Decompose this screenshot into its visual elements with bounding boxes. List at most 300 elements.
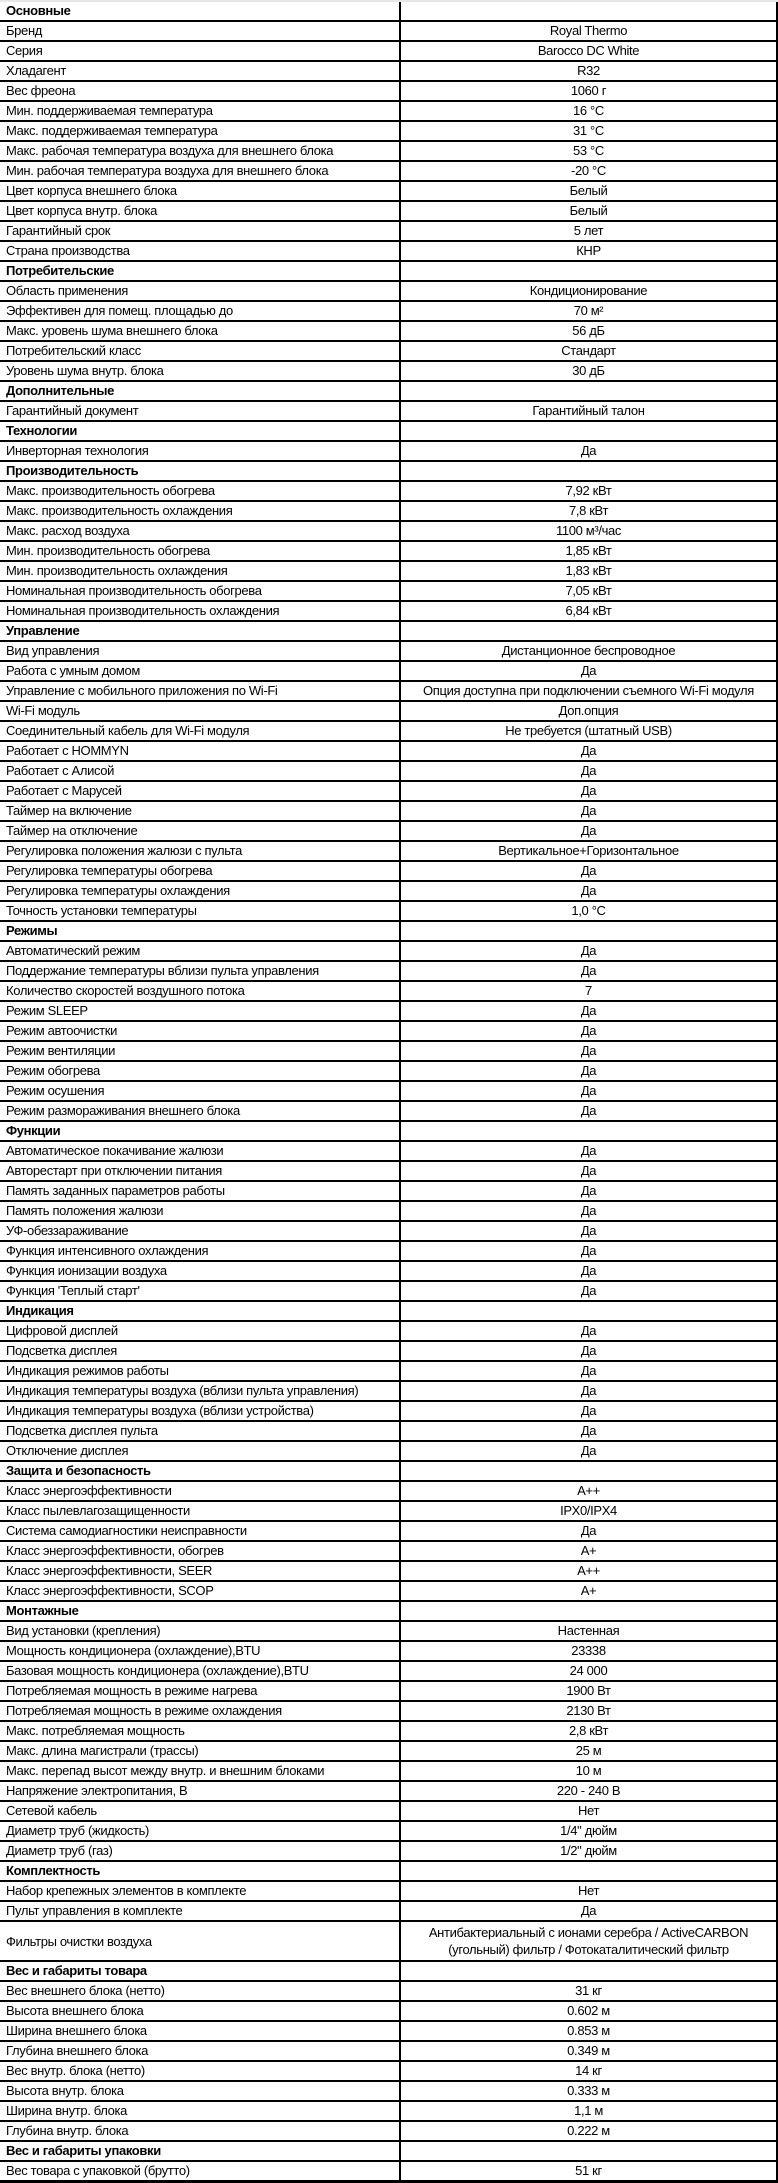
- spec-value: 0.222 м: [401, 2122, 778, 2142]
- spec-value: Гарантийный талон: [401, 402, 778, 422]
- spec-value: Да: [401, 882, 778, 902]
- spec-value: 70 м²: [401, 302, 778, 322]
- spec-label: Класс энергоэффективности, SCOP: [0, 1582, 401, 1602]
- section-title-spacer: [401, 422, 778, 442]
- spec-row: [0, 1202, 778, 1222]
- spec-row: [0, 642, 778, 662]
- spec-row: [0, 702, 778, 722]
- section-header-row: [0, 1602, 778, 1622]
- spec-row: [0, 62, 778, 82]
- spec-label: Режим вентиляции: [0, 1042, 401, 1062]
- spec-label: Высота внешнего блока: [0, 2002, 401, 2022]
- spec-row: [0, 2062, 778, 2082]
- spec-row: [0, 42, 778, 62]
- spec-table-body: [0, 2, 778, 2182]
- spec-label: Работа с умным домом: [0, 662, 401, 682]
- spec-label: Номинальная производительность охлаждения: [0, 602, 401, 622]
- spec-row: [0, 862, 778, 882]
- spec-value: 0.333 м: [401, 2082, 778, 2102]
- spec-label: Режим обогрева: [0, 1062, 401, 1082]
- spec-label: Таймер на отключение: [0, 822, 401, 842]
- section-title: Производительность: [0, 462, 401, 482]
- spec-row: [0, 722, 778, 742]
- spec-label: Мин. производительность обогрева: [0, 542, 401, 562]
- spec-row: [0, 1382, 778, 1402]
- spec-label: Серия: [0, 42, 401, 62]
- spec-row: [0, 1702, 778, 1722]
- spec-row: [0, 602, 778, 622]
- spec-label: Макс. поддерживаемая температура: [0, 122, 401, 142]
- spec-row: [0, 1622, 778, 1642]
- spec-value: IPX0/IPX4: [401, 1502, 778, 1522]
- spec-label: Макс. производительность обогрева: [0, 482, 401, 502]
- spec-label: Подсветка дисплея пульта: [0, 1422, 401, 1442]
- spec-label: Бренд: [0, 22, 401, 42]
- spec-row: [0, 542, 778, 562]
- spec-value: 7,05 кВт: [401, 582, 778, 602]
- section-header-row: [0, 1862, 778, 1882]
- spec-value: R32: [401, 62, 778, 82]
- spec-row: [0, 482, 778, 502]
- spec-value: 7,8 кВт: [401, 502, 778, 522]
- section-header-row: [0, 922, 778, 942]
- spec-label: Работает с Алисой: [0, 762, 401, 782]
- spec-label: Количество скоростей воздушного потока: [0, 982, 401, 1002]
- spec-label: Функция 'Теплый старт': [0, 1282, 401, 1302]
- spec-label: Регулировка температуры охлаждения: [0, 882, 401, 902]
- spec-value: 2130 Вт: [401, 1702, 778, 1722]
- spec-label: Ширина внутр. блока: [0, 2102, 401, 2122]
- spec-label: Функция интенсивного охлаждения: [0, 1242, 401, 1262]
- spec-label: Пульт управления в комплекте: [0, 1902, 401, 1922]
- spec-value: 16 °C: [401, 102, 778, 122]
- spec-value: 1,83 кВт: [401, 562, 778, 582]
- spec-row: [0, 1502, 778, 1522]
- spec-row: [0, 2002, 778, 2022]
- spec-row: [0, 2162, 778, 2182]
- spec-label: Мин. поддерживаемая температура: [0, 102, 401, 122]
- spec-value: 1,1 м: [401, 2102, 778, 2122]
- section-header-row: [0, 622, 778, 642]
- spec-row: [0, 962, 778, 982]
- spec-label: Базовая мощность кондиционера (охлаждение),BTU: [0, 1662, 401, 1682]
- spec-value: -20 °C: [401, 162, 778, 182]
- spec-value: Да: [401, 1002, 778, 1022]
- spec-value: Да: [401, 782, 778, 802]
- section-title: Комплектность: [0, 1862, 401, 1882]
- spec-row: [0, 1142, 778, 1162]
- spec-row: [0, 1282, 778, 1302]
- spec-label: Класс энергоэффективности, SEER: [0, 1562, 401, 1582]
- spec-table: [0, 2, 778, 2183]
- spec-value: A+: [401, 1542, 778, 1562]
- spec-label: Соединительный кабель для Wi-Fi модуля: [0, 722, 401, 742]
- spec-value: Настенная: [401, 1622, 778, 1642]
- section-title-spacer: [401, 1862, 778, 1882]
- spec-value: 30 дБ: [401, 362, 778, 382]
- spec-label: Регулировка положения жалюзи с пульта: [0, 842, 401, 862]
- spec-row: [0, 162, 778, 182]
- spec-row: [0, 222, 778, 242]
- spec-row: [0, 1442, 778, 1462]
- spec-label: Цифровой дисплей: [0, 1322, 401, 1342]
- spec-label: Мин. рабочая температура воздуха для внешнего блока: [0, 162, 401, 182]
- spec-value: 31 °C: [401, 122, 778, 142]
- spec-label: Гарантийный документ: [0, 402, 401, 422]
- spec-label: Макс. уровень шума внешнего блока: [0, 322, 401, 342]
- spec-row: [0, 1642, 778, 1662]
- spec-row: [0, 1062, 778, 1082]
- spec-row: [0, 2082, 778, 2102]
- spec-label: Набор крепежных элементов в комплекте: [0, 1882, 401, 1902]
- spec-row: [0, 182, 778, 202]
- spec-label: Вид управления: [0, 642, 401, 662]
- spec-row: [0, 2122, 778, 2142]
- spec-value: Да: [401, 962, 778, 982]
- spec-value: Barocco DC White: [401, 42, 778, 62]
- section-header-row: [0, 1962, 778, 1982]
- spec-label: Эффективен для помещ. площадью до: [0, 302, 401, 322]
- spec-value: 24 000: [401, 1662, 778, 1682]
- spec-row: [0, 582, 778, 602]
- spec-label: Подсветка дисплея: [0, 1342, 401, 1362]
- section-title: Основные: [0, 2, 401, 22]
- spec-value: 53 °C: [401, 142, 778, 162]
- spec-label: Индикация температуры воздуха (вблизи пульта управления): [0, 1382, 401, 1402]
- spec-row: [0, 522, 778, 542]
- spec-row: [0, 1102, 778, 1122]
- spec-label: Хладагент: [0, 62, 401, 82]
- spec-value: 31 кг: [401, 1982, 778, 2002]
- spec-value: Да: [401, 662, 778, 682]
- section-title: Монтажные: [0, 1602, 401, 1622]
- spec-value: Да: [401, 1902, 778, 1922]
- spec-row: [0, 1262, 778, 1282]
- spec-row: [0, 562, 778, 582]
- spec-label: Уровень шума внутр. блока: [0, 362, 401, 382]
- spec-label: Вес внешнего блока (нетто): [0, 1982, 401, 2002]
- section-header-row: [0, 1302, 778, 1322]
- section-title-spacer: [401, 1602, 778, 1622]
- spec-value: Опция доступна при подключении съемного Wi-Fi модуля: [401, 682, 778, 702]
- spec-label: Потребляемая мощность в режиме охлаждения: [0, 1702, 401, 1722]
- spec-row: [0, 1542, 778, 1562]
- spec-label: Индикация температуры воздуха (вблизи устройства): [0, 1402, 401, 1422]
- section-header-row: [0, 262, 778, 282]
- spec-row: [0, 1822, 778, 1842]
- spec-label: Макс. расход воздуха: [0, 522, 401, 542]
- spec-value: Да: [401, 1222, 778, 1242]
- spec-row: [0, 842, 778, 862]
- spec-value: Да: [401, 1442, 778, 1462]
- spec-label: Поддержание температуры вблизи пульта управления: [0, 962, 401, 982]
- section-title: Режимы: [0, 922, 401, 942]
- spec-row: [0, 1562, 778, 1582]
- spec-label: Вид установки (крепления): [0, 1622, 401, 1642]
- spec-value: Да: [401, 1402, 778, 1422]
- spec-row: [0, 502, 778, 522]
- section-header-row: [0, 2142, 778, 2162]
- spec-label: Мин. производительность охлаждения: [0, 562, 401, 582]
- spec-value: Да: [401, 1242, 778, 1262]
- spec-value: Да: [401, 1022, 778, 1042]
- spec-row: [0, 1422, 778, 1442]
- spec-label: Ширина внешнего блока: [0, 2022, 401, 2042]
- spec-row: [0, 1802, 778, 1822]
- spec-label: Макс. производительность охлаждения: [0, 502, 401, 522]
- spec-value: Да: [401, 1102, 778, 1122]
- section-title-spacer: [401, 2, 778, 22]
- spec-row: [0, 202, 778, 222]
- spec-value: Да: [401, 802, 778, 822]
- spec-value: Royal Thermo: [401, 22, 778, 42]
- spec-row: [0, 1002, 778, 1022]
- spec-row: [0, 662, 778, 682]
- spec-value: Стандарт: [401, 342, 778, 362]
- spec-row: [0, 82, 778, 102]
- spec-value: Да: [401, 1162, 778, 1182]
- spec-label: Высота внутр. блока: [0, 2082, 401, 2102]
- spec-row: [0, 402, 778, 422]
- section-title: Вес и габариты упаковки: [0, 2142, 401, 2162]
- spec-row: [0, 2102, 778, 2122]
- spec-row: [0, 1182, 778, 1202]
- spec-value: A++: [401, 1482, 778, 1502]
- spec-label: Мощность кондиционера (охлаждение),BTU: [0, 1642, 401, 1662]
- spec-row: [0, 1082, 778, 1102]
- spec-value: 1/4" дюйм: [401, 1822, 778, 1842]
- spec-label: Вес фреона: [0, 82, 401, 102]
- spec-row: [0, 1762, 778, 1782]
- spec-row: [0, 1842, 778, 1862]
- spec-label: Вес товара с упаковкой (брутто): [0, 2162, 401, 2182]
- spec-value: Да: [401, 1282, 778, 1302]
- spec-row: [0, 1722, 778, 1742]
- spec-value: КНР: [401, 242, 778, 262]
- spec-row: [0, 802, 778, 822]
- spec-row: [0, 1882, 778, 1902]
- spec-value: 1,85 кВт: [401, 542, 778, 562]
- section-title: Функции: [0, 1122, 401, 1142]
- spec-value: 220 - 240 В: [401, 1782, 778, 1802]
- spec-value: Дистанционное беспроводное: [401, 642, 778, 662]
- spec-label: Номинальная производительность обогрева: [0, 582, 401, 602]
- spec-value: 2,8 кВт: [401, 1722, 778, 1742]
- section-title-spacer: [401, 1302, 778, 1322]
- spec-row: [0, 142, 778, 162]
- spec-value: 0.602 м: [401, 2002, 778, 2022]
- spec-row: [0, 1662, 778, 1682]
- spec-label: УФ-обеззараживание: [0, 1222, 401, 1242]
- spec-value: Да: [401, 1342, 778, 1362]
- spec-value: A+: [401, 1582, 778, 1602]
- spec-row: [0, 1362, 778, 1382]
- spec-value: 0.349 м: [401, 2042, 778, 2062]
- spec-label: Память заданных параметров работы: [0, 1182, 401, 1202]
- spec-label: Диаметр труб (газ): [0, 1842, 401, 1862]
- spec-label: Отключение дисплея: [0, 1442, 401, 1462]
- spec-value: Да: [401, 1322, 778, 1342]
- spec-value: Да: [401, 1422, 778, 1442]
- spec-row: [0, 1022, 778, 1042]
- spec-row: [0, 782, 778, 802]
- spec-label: Страна производства: [0, 242, 401, 262]
- spec-label: Память положения жалюзи: [0, 1202, 401, 1222]
- spec-value: A++: [401, 1562, 778, 1582]
- spec-label: Автоматический режим: [0, 942, 401, 962]
- spec-row: [0, 342, 778, 362]
- spec-row: [0, 322, 778, 342]
- spec-value: Да: [401, 762, 778, 782]
- spec-label: Работает с Марусей: [0, 782, 401, 802]
- spec-row: [0, 302, 778, 322]
- spec-row: [0, 22, 778, 42]
- spec-label: Напряжение электропитания, В: [0, 1782, 401, 1802]
- spec-label: Область применения: [0, 282, 401, 302]
- spec-value: Вертикальное+Горизонтальное: [401, 842, 778, 862]
- spec-value: 0.853 м: [401, 2022, 778, 2042]
- spec-label: Макс. потребляемая мощность: [0, 1722, 401, 1742]
- spec-row: [0, 1782, 778, 1802]
- section-title-spacer: [401, 382, 778, 402]
- spec-label: Регулировка температуры обогрева: [0, 862, 401, 882]
- spec-row: [0, 2042, 778, 2062]
- spec-row: [0, 122, 778, 142]
- spec-row: [0, 882, 778, 902]
- spec-row: [0, 1522, 778, 1542]
- spec-row: [0, 1402, 778, 1422]
- spec-label: Режим SLEEP: [0, 1002, 401, 1022]
- spec-label: Автоматическое покачивание жалюзи: [0, 1142, 401, 1162]
- spec-label: Класс энергоэффективности, обогрев: [0, 1542, 401, 1562]
- spec-value: Да: [401, 1142, 778, 1162]
- spec-row: [0, 1682, 778, 1702]
- spec-value: Да: [401, 822, 778, 842]
- spec-value: 6,84 кВт: [401, 602, 778, 622]
- spec-row: [0, 102, 778, 122]
- spec-label: Wi-Fi модуль: [0, 702, 401, 722]
- spec-value: 7,92 кВт: [401, 482, 778, 502]
- spec-row: [0, 1222, 778, 1242]
- section-title: Индикация: [0, 1302, 401, 1322]
- spec-label: Управление с мобильного приложения по Wi-Fi: [0, 682, 401, 702]
- spec-value: 25 м: [401, 1742, 778, 1762]
- section-title-spacer: [401, 262, 778, 282]
- spec-label: Режим размораживания внешнего блока: [0, 1102, 401, 1122]
- spec-value: Да: [401, 942, 778, 962]
- section-title: Управление: [0, 622, 401, 642]
- spec-value: Не требуется (штатный USB): [401, 722, 778, 742]
- spec-row: [0, 902, 778, 922]
- spec-label: Потребляемая мощность в режиме нагрева: [0, 1682, 401, 1702]
- spec-value: 10 м: [401, 1762, 778, 1782]
- spec-row: [0, 442, 778, 462]
- spec-label: Система самодиагностики неисправности: [0, 1522, 401, 1542]
- spec-value: Да: [401, 1382, 778, 1402]
- spec-row: [0, 762, 778, 782]
- spec-value: 14 кг: [401, 2062, 778, 2082]
- section-title-spacer: [401, 922, 778, 942]
- spec-value: Да: [401, 442, 778, 462]
- section-title-spacer: [401, 462, 778, 482]
- section-title: Защита и безопасность: [0, 1462, 401, 1482]
- spec-label: Режим осушения: [0, 1082, 401, 1102]
- section-title: Дополнительные: [0, 382, 401, 402]
- spec-label: Инверторная технология: [0, 442, 401, 462]
- spec-label: Глубина внешнего блока: [0, 2042, 401, 2062]
- spec-row: [0, 1902, 778, 1922]
- spec-value: Да: [401, 1522, 778, 1542]
- spec-row: [0, 1482, 778, 1502]
- section-header-row: [0, 1462, 778, 1482]
- spec-value: Да: [401, 1042, 778, 1062]
- spec-label: Макс. перепад высот между внутр. и внешним блоками: [0, 1762, 401, 1782]
- spec-value: 56 дБ: [401, 322, 778, 342]
- spec-label: Класс энергоэффективности: [0, 1482, 401, 1502]
- spec-label: Работает с HOMMYN: [0, 742, 401, 762]
- spec-label: Цвет корпуса внешнего блока: [0, 182, 401, 202]
- spec-row: [0, 1042, 778, 1062]
- spec-label: Гарантийный срок: [0, 222, 401, 242]
- spec-label: Индикация режимов работы: [0, 1362, 401, 1382]
- spec-label: Цвет корпуса внутр. блока: [0, 202, 401, 222]
- spec-row: [0, 822, 778, 842]
- section-title-spacer: [401, 1962, 778, 1982]
- spec-value: 1100 м³/час: [401, 522, 778, 542]
- spec-label: Потребительский класс: [0, 342, 401, 362]
- spec-value: Нет: [401, 1882, 778, 1902]
- section-title: Технологии: [0, 422, 401, 442]
- spec-label: Сетевой кабель: [0, 1802, 401, 1822]
- spec-value: Нет: [401, 1802, 778, 1822]
- spec-row: [0, 1742, 778, 1762]
- section-title-spacer: [401, 1122, 778, 1142]
- spec-row: [0, 942, 778, 962]
- spec-value: Белый: [401, 182, 778, 202]
- spec-label: Режим автоочистки: [0, 1022, 401, 1042]
- spec-value: 1060 г: [401, 82, 778, 102]
- spec-value: 23338: [401, 1642, 778, 1662]
- spec-row: [0, 1322, 778, 1342]
- spec-value: Да: [401, 1362, 778, 1382]
- spec-label: Вес внутр. блока (нетто): [0, 2062, 401, 2082]
- section-title-spacer: [401, 1462, 778, 1482]
- spec-value: 1/2" дюйм: [401, 1842, 778, 1862]
- section-header-row: [0, 382, 778, 402]
- spec-row: [0, 242, 778, 262]
- spec-value: 7: [401, 982, 778, 1002]
- spec-row: [0, 282, 778, 302]
- spec-label: Функция ионизации воздуха: [0, 1262, 401, 1282]
- spec-value: Да: [401, 1202, 778, 1222]
- spec-value: Да: [401, 1182, 778, 1202]
- spec-row: [0, 1342, 778, 1362]
- spec-row: [0, 1242, 778, 1262]
- spec-label: Таймер на включение: [0, 802, 401, 822]
- spec-label: Точность установки температуры: [0, 902, 401, 922]
- spec-row: [0, 742, 778, 762]
- spec-label: Макс. длина магистрали (трассы): [0, 1742, 401, 1762]
- spec-label: Глубина внутр. блока: [0, 2122, 401, 2142]
- spec-label: Макс. рабочая температура воздуха для внешнего блока: [0, 142, 401, 162]
- spec-row: [0, 1922, 778, 1962]
- spec-value: 1900 Вт: [401, 1682, 778, 1702]
- spec-row: [0, 362, 778, 382]
- section-header-row: [0, 462, 778, 482]
- spec-value: 51 кг: [401, 2162, 778, 2182]
- section-title: Потребительские: [0, 262, 401, 282]
- section-header-row: [0, 1122, 778, 1142]
